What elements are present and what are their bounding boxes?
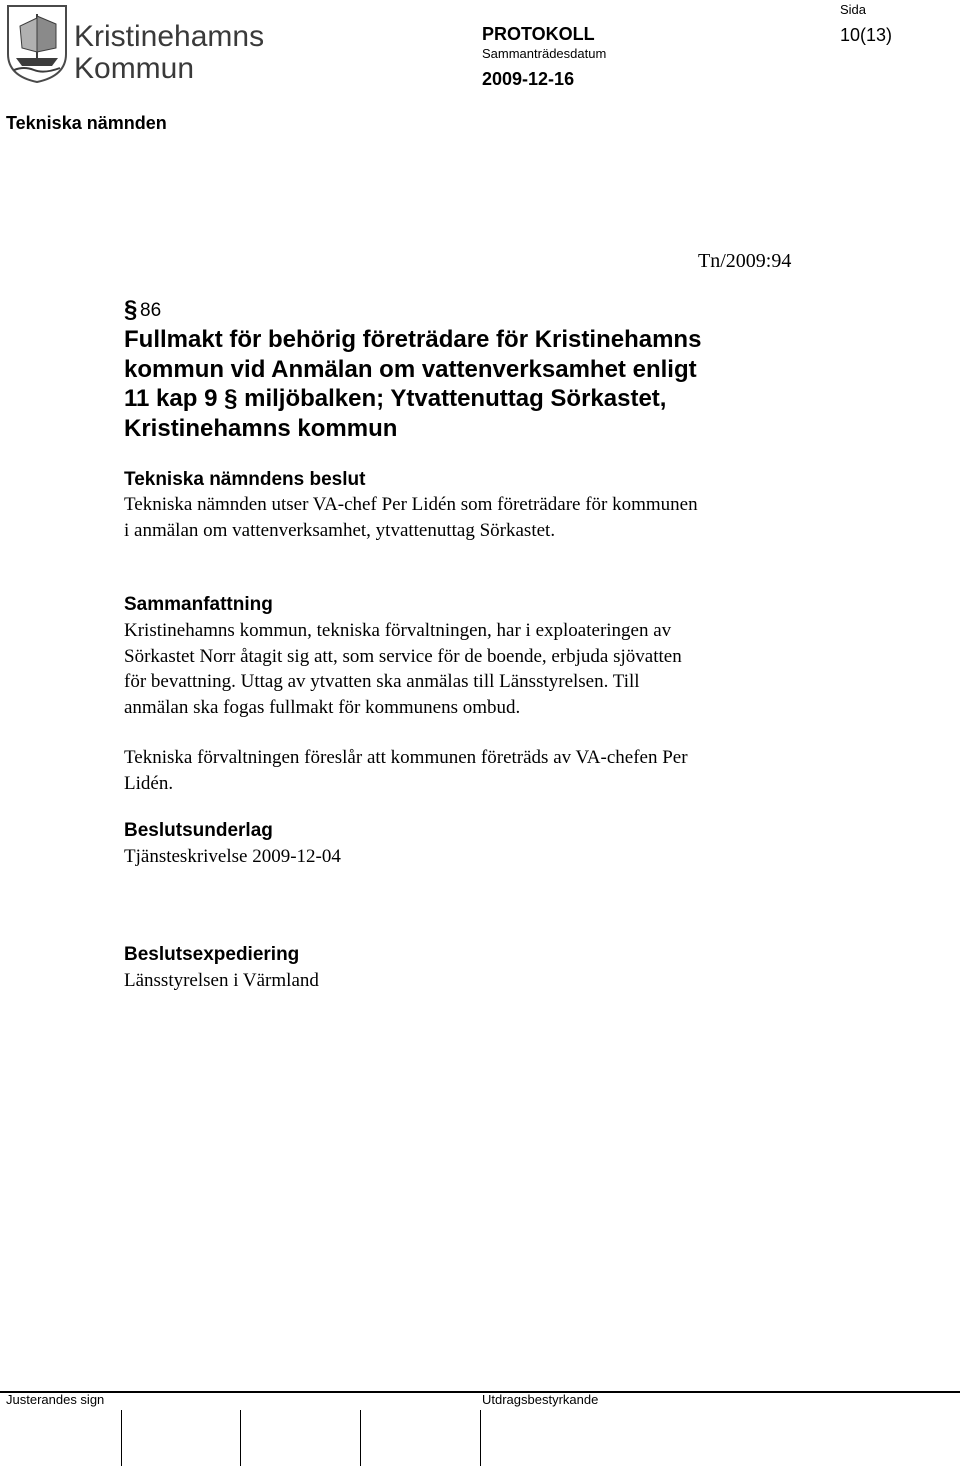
text-line: Sörkastet Norr åtagit sig att, som service för de boende, erbjuda sjövatten bbox=[124, 645, 682, 667]
page-label: Sida bbox=[840, 2, 867, 17]
title-line: Fullmakt för behörig företrädare för Kristinehamns bbox=[124, 326, 702, 353]
proposal-text bbox=[124, 745, 824, 796]
text-line: Tekniska förvaltningen föreslår att kommunen företräds av VA-chefen Per bbox=[124, 747, 688, 768]
text-line: anmälan ska fogas fullmakt för kommunens ombud. bbox=[124, 696, 521, 718]
section-number: 86 bbox=[140, 300, 162, 321]
page-number: 10(13) bbox=[840, 25, 893, 45]
section-symbol: § bbox=[124, 296, 138, 323]
summary-text bbox=[124, 618, 824, 720]
svg-text:Kristinehamns: Kristinehamns bbox=[74, 20, 265, 53]
title-line: kommun vid Anmälan om vattenverksamhet enligt bbox=[124, 355, 697, 383]
footer-divider bbox=[0, 1391, 960, 1393]
text-line: Lidén. bbox=[124, 772, 174, 794]
basis-heading: Beslutsunderlag bbox=[124, 820, 273, 841]
municipality-logo bbox=[4, 2, 265, 85]
decision-heading: Tekniska nämndens beslut bbox=[124, 469, 366, 490]
committee-name: Tekniska nämnden bbox=[6, 113, 167, 133]
signature-box-divider bbox=[240, 1410, 241, 1466]
section-symbol-inline: § bbox=[224, 385, 238, 412]
agenda-item-title bbox=[124, 325, 824, 443]
summary-heading: Sammanfattning bbox=[124, 594, 273, 615]
text-line: Tekniska nämnden utser VA-chef Per Lidén som företrädare för kommunen bbox=[124, 494, 698, 515]
title-line-part: 11 kap 9 bbox=[124, 385, 218, 412]
text-line: i anmälan om vattenverksamhet, ytvattenuttag Sörkastet. bbox=[124, 519, 556, 541]
meeting-date-label: Sammanträdesdatum bbox=[482, 46, 607, 61]
dispatch-heading: Beslutsexpediering bbox=[124, 944, 300, 965]
diary-number: Tn/2009:94 bbox=[698, 250, 792, 272]
title-line-part: miljöbalken; Ytvattenuttag Sörkastet, bbox=[244, 385, 667, 412]
signature-box-divider bbox=[360, 1410, 361, 1466]
extract-certification-label: Utdragsbestyrkande bbox=[482, 1392, 599, 1407]
signature-box-divider bbox=[480, 1410, 481, 1466]
dispatch-text: Länsstyrelsen i Värmland bbox=[124, 970, 319, 991]
title-line: Kristinehamns kommun bbox=[124, 414, 398, 442]
title-line bbox=[124, 384, 824, 414]
text-line: Kristinehamns kommun, tekniska förvaltningen, har i exploateringen av bbox=[124, 620, 672, 641]
text-line: för bevattning. Uttag av ytvatten ska anmälas till Länsstyrelsen. Till bbox=[124, 671, 640, 692]
ship-emblem-icon bbox=[4, 2, 265, 85]
svg-text:Kommun: Kommun bbox=[74, 52, 195, 85]
signature-box-divider bbox=[121, 1410, 122, 1466]
signatures-label: Justerandes sign bbox=[6, 1392, 105, 1407]
document-type: PROTOKOLL bbox=[482, 24, 595, 44]
basis-text: Tjänsteskrivelse 2009-12-04 bbox=[124, 846, 341, 867]
meeting-date: 2009-12-16 bbox=[482, 69, 575, 89]
decision-text bbox=[124, 492, 824, 543]
